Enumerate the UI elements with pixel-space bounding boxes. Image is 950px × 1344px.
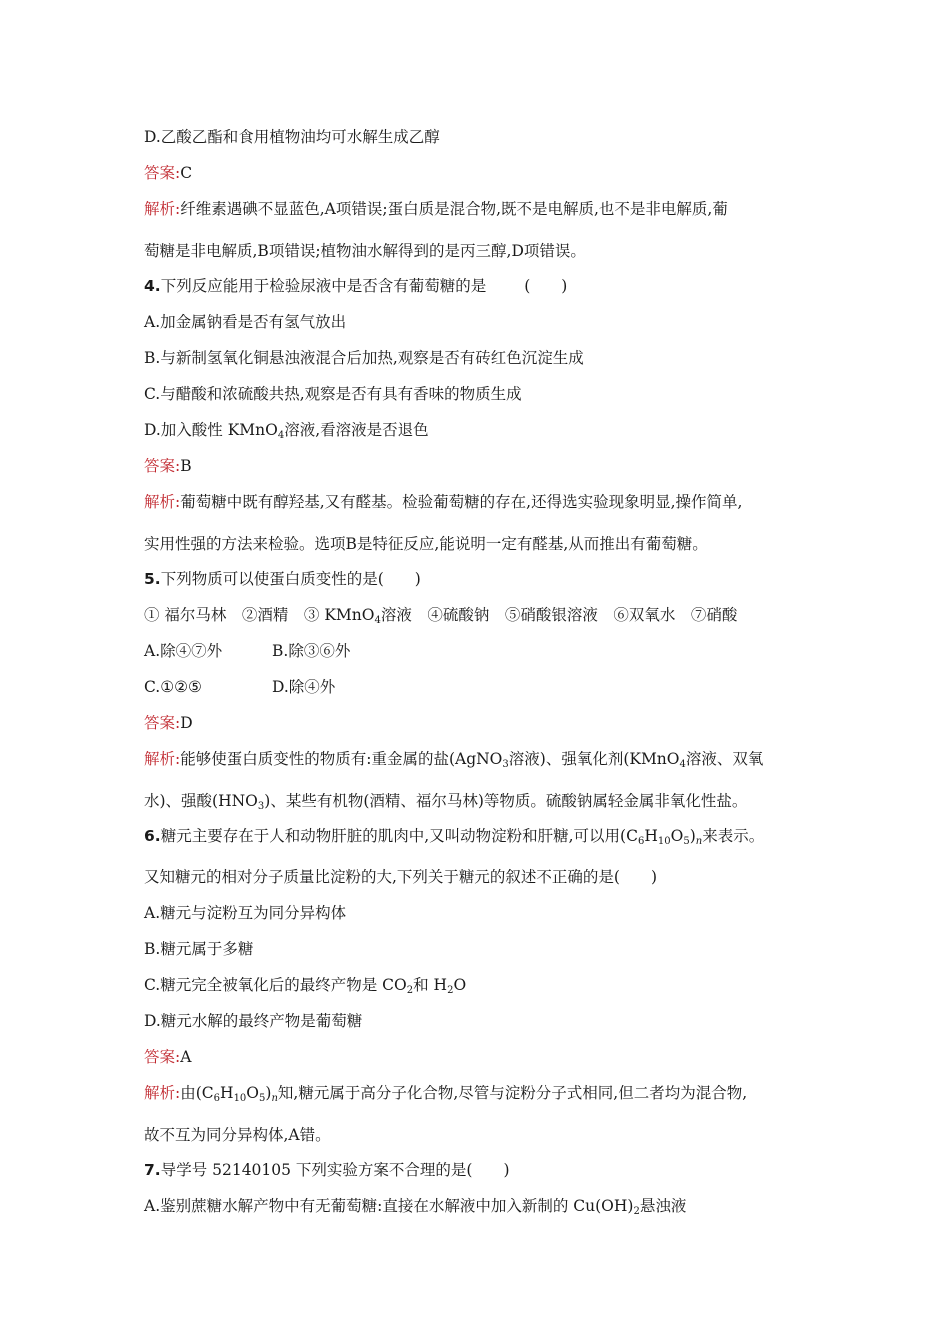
subscript-n: n bbox=[695, 836, 703, 847]
analysis-text: 溶液)、强氧化剂(KMnO bbox=[508, 750, 680, 768]
subscript-n: n bbox=[271, 1093, 278, 1104]
question-number: 4. bbox=[144, 277, 161, 295]
q4-answer bbox=[144, 455, 850, 477]
answer-value: D bbox=[180, 714, 193, 732]
option-text: O bbox=[453, 976, 467, 994]
question-text: O bbox=[670, 827, 684, 845]
q5-stem bbox=[144, 568, 850, 590]
analysis-text: 水)、强酸(HNO bbox=[144, 792, 258, 810]
q5-items bbox=[144, 604, 850, 626]
option-text: D.加入酸性 KMnO bbox=[144, 421, 278, 439]
subscript: 2 bbox=[406, 985, 414, 996]
answer-label: 答案: bbox=[144, 164, 181, 182]
subscript: 2 bbox=[633, 1206, 640, 1217]
q3-analysis-line-1 bbox=[144, 198, 850, 220]
question-number: 7. bbox=[144, 1161, 161, 1179]
answer-label: 答案: bbox=[144, 457, 181, 475]
subscript: 6 bbox=[637, 836, 645, 847]
analysis-text: 纤维素遇碘不显蓝色,A项错误;蛋白质是混合物,既不是电解质,也不是非电解质,葡 bbox=[180, 200, 728, 218]
subscript: 10 bbox=[233, 1093, 247, 1104]
q5-option-c: C.①②⑤ bbox=[144, 678, 202, 696]
question-text: 下列反应能用于检验尿液中是否含有葡萄糖的是 bbox=[160, 277, 487, 295]
subscript: 2 bbox=[447, 985, 454, 996]
q6-analysis-line-1 bbox=[144, 1082, 850, 1104]
question-text: 导学号 52140105 下列实验方案不合理的是( ) bbox=[160, 1161, 510, 1179]
analysis-label: 解析: bbox=[144, 493, 181, 511]
question-text: H bbox=[644, 827, 658, 845]
option-text: 悬浊液 bbox=[639, 1197, 687, 1215]
q4-option-d bbox=[144, 419, 850, 441]
q4-analysis-line-1 bbox=[144, 491, 850, 513]
q6-option-b: B.糖元属于多糖 bbox=[144, 940, 254, 958]
q4-option-a: A.加金属钠看是否有氢气放出 bbox=[144, 313, 347, 331]
subscript: 4 bbox=[277, 430, 285, 441]
subscript: 3 bbox=[257, 801, 265, 812]
items-text: 溶液 ④硫酸钠 ⑤硝酸银溶液 ⑥双氧水 ⑦硝酸 bbox=[380, 606, 738, 624]
q5-option-a: A.除④⑦外 bbox=[144, 642, 223, 660]
analysis-text: ) bbox=[265, 1084, 272, 1102]
question-text: 来表示。 bbox=[702, 827, 765, 845]
subscript: 5 bbox=[259, 1093, 266, 1104]
question-text: 下列物质可以使蛋白质变性的是( ) bbox=[160, 570, 421, 588]
q4-stem bbox=[144, 275, 850, 297]
q4-option-c: C.与醋酸和浓硫酸共热,观察是否有具有香味的物质生成 bbox=[144, 385, 522, 403]
q6-answer bbox=[144, 1046, 850, 1068]
subscript: 10 bbox=[657, 836, 671, 847]
analysis-text: O bbox=[246, 1084, 260, 1102]
subscript: 5 bbox=[683, 836, 690, 847]
answer-label: 答案: bbox=[144, 714, 181, 732]
analysis-text: 能够使蛋白质变性的物质有:重金属的盐(AgNO bbox=[180, 750, 503, 768]
q5-option-d: D.除④外 bbox=[272, 678, 336, 696]
option-text: C.糖元完全被氧化后的最终产物是 CO bbox=[144, 976, 407, 994]
answer-blank: ( ) bbox=[524, 277, 568, 295]
q3-answer bbox=[144, 162, 850, 184]
q5-answer bbox=[144, 712, 850, 734]
q5-option-b: B.除③⑥外 bbox=[272, 642, 351, 660]
q6-option-c bbox=[144, 974, 850, 996]
answer-value: C bbox=[180, 164, 193, 182]
q6-analysis-line-2: 故不互为同分异构体,A错。 bbox=[144, 1126, 331, 1144]
analysis-text: H bbox=[220, 1084, 234, 1102]
question-number: 6. bbox=[144, 827, 161, 845]
analysis-text: 溶液、双氧 bbox=[685, 750, 764, 768]
q5-analysis-line-2 bbox=[144, 790, 850, 812]
subscript: 4 bbox=[374, 615, 381, 626]
analysis-label: 解析: bbox=[144, 200, 181, 218]
q6-option-d: D.糖元水解的最终产物是葡萄糖 bbox=[144, 1012, 363, 1030]
analysis-text: 知,糖元属于高分子化合物,尽管与淀粉分子式相同,但二者均为混合物, bbox=[277, 1084, 748, 1102]
q5-options-ab bbox=[144, 640, 850, 662]
q7-stem bbox=[144, 1159, 850, 1181]
question-text: ) bbox=[689, 827, 696, 845]
subscript: 3 bbox=[502, 759, 509, 770]
option-text: 溶液,看溶液是否退色 bbox=[284, 421, 429, 439]
question-number: 5. bbox=[144, 570, 161, 588]
q5-analysis-line-1 bbox=[144, 748, 850, 770]
question-text: 糖元主要存在于人和动物肝脏的肌肉中,又叫动物淀粉和肝糖,可以用(C bbox=[160, 827, 638, 845]
analysis-label: 解析: bbox=[144, 1084, 181, 1102]
q3-analysis-line-2: 萄糖是非电解质,B项错误;植物油水解得到的是丙三醇,D项错误。 bbox=[144, 242, 586, 260]
subscript: 4 bbox=[679, 759, 686, 770]
q4-option-b: B.与新制氢氧化铜悬浊液混合后加热,观察是否有砖红色沉淀生成 bbox=[144, 349, 584, 367]
analysis-text: )、某些有机物(酒精、福尔马林)等物质。硫酸钠属轻金属非氧化性盐。 bbox=[264, 792, 748, 810]
option-text: A.鉴别蔗糖水解产物中有无葡萄糖:直接在水解液中加入新制的 Cu(OH) bbox=[144, 1197, 634, 1215]
analysis-text: 葡萄糖中既有醇羟基,又有醛基。检验葡萄糖的存在,还得选实验现象明显,操作简单, bbox=[180, 493, 743, 511]
q3-option-d: D.乙酸乙酯和食用植物油均可水解生成乙醇 bbox=[144, 128, 440, 146]
answer-value: A bbox=[180, 1048, 192, 1066]
answer-value: B bbox=[180, 457, 192, 475]
option-text: 和 H bbox=[413, 976, 448, 994]
answer-label: 答案: bbox=[144, 1048, 181, 1066]
q4-analysis-line-2: 实用性强的方法来检验。选项B是特征反应,能说明一定有醛基,从而推出有葡萄糖。 bbox=[144, 535, 708, 553]
q5-options-cd bbox=[144, 676, 850, 698]
q6-stem-line-1 bbox=[144, 825, 850, 847]
subscript: 6 bbox=[213, 1093, 221, 1104]
items-text: ① 福尔马林 ②酒精 ③ KMnO bbox=[144, 606, 375, 624]
analysis-text: 由(C bbox=[180, 1084, 214, 1102]
q6-stem-line-2: 又知糖元的相对分子质量比淀粉的大,下列关于糖元的叙述不正确的是( ) bbox=[144, 868, 658, 886]
q7-option-a bbox=[144, 1195, 850, 1217]
q6-option-a: A.糖元与淀粉互为同分异构体 bbox=[144, 904, 347, 922]
analysis-label: 解析: bbox=[144, 750, 181, 768]
